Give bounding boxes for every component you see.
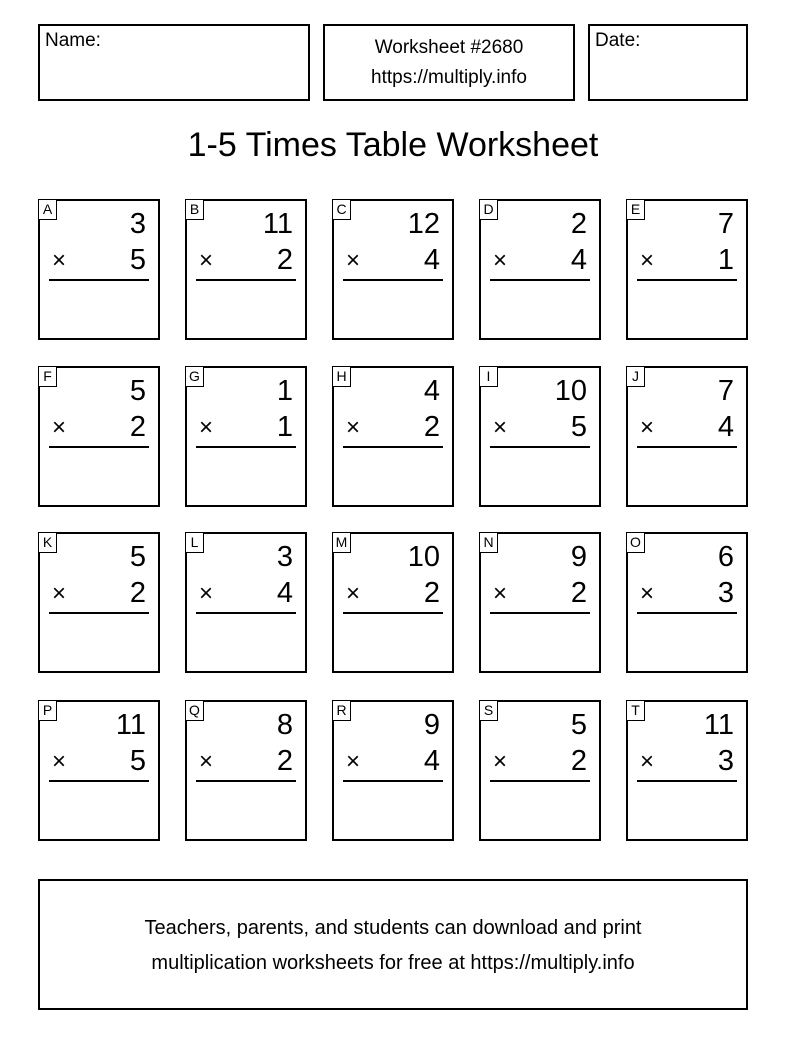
multiplier: 4: [570, 244, 587, 276]
answer-line: [490, 446, 590, 448]
multiplier: 3: [717, 745, 734, 777]
multiplicand: 11: [262, 208, 293, 240]
answer-line: [49, 279, 149, 281]
problem-letter: E: [626, 199, 645, 220]
multiply-sign: ×: [640, 247, 655, 274]
multiplicand: 1: [276, 375, 293, 407]
multiply-sign: ×: [346, 414, 361, 441]
answer-line: [490, 279, 590, 281]
problem-letter: K: [38, 532, 57, 553]
multiplier: 5: [129, 745, 146, 777]
problem-letter: M: [332, 532, 351, 553]
multiplicand: 10: [554, 375, 587, 407]
multiplier: 5: [129, 244, 146, 276]
problem-letter: I: [479, 366, 498, 387]
multiply-sign: ×: [640, 414, 655, 441]
problem-letter: R: [332, 700, 351, 721]
problem-letter: L: [185, 532, 204, 553]
multiplicand: 7: [717, 208, 734, 240]
answer-line: [49, 780, 149, 782]
problem-letter: A: [38, 199, 57, 220]
problem-letter: Q: [185, 700, 204, 721]
multiplier: 2: [570, 577, 587, 609]
multiplicand: 5: [129, 541, 146, 573]
multiplier: 2: [276, 745, 293, 777]
problem-card[interactable]: [479, 700, 601, 841]
multiplier: 2: [423, 577, 440, 609]
multiplicand: 9: [423, 709, 440, 741]
multiplicand: 11: [115, 709, 146, 741]
multiplicand: 3: [276, 541, 293, 573]
answer-line: [490, 780, 590, 782]
answer-line: [343, 279, 443, 281]
multiplier: 4: [423, 244, 440, 276]
problem-letter: D: [479, 199, 498, 220]
problem-card[interactable]: [626, 532, 748, 673]
multiplier: 4: [276, 577, 293, 609]
multiplier: 5: [570, 411, 587, 443]
problem-letter: J: [626, 366, 645, 387]
problem-letter: B: [185, 199, 204, 220]
answer-line: [49, 612, 149, 614]
problem-card[interactable]: [332, 366, 454, 507]
multiplier: 3: [717, 577, 734, 609]
multiply-sign: ×: [199, 748, 214, 775]
multiplicand: 5: [570, 709, 587, 741]
problem-card[interactable]: [185, 366, 307, 507]
problem-letter: S: [479, 700, 498, 721]
worksheet-url: https://multiply.info: [371, 67, 527, 88]
answer-line: [196, 612, 296, 614]
multiplicand: 4: [423, 375, 440, 407]
multiplier: 1: [717, 244, 734, 276]
multiply-sign: ×: [346, 748, 361, 775]
answer-line: [637, 612, 737, 614]
multiplier: 2: [423, 411, 440, 443]
multiply-sign: ×: [493, 748, 508, 775]
multiplicand: 3: [129, 208, 146, 240]
multiplicand: 6: [717, 541, 734, 573]
multiply-sign: ×: [52, 414, 67, 441]
answer-line: [196, 780, 296, 782]
problem-letter: G: [185, 366, 204, 387]
problem-card[interactable]: [185, 532, 307, 673]
multiply-sign: ×: [493, 414, 508, 441]
multiplicand: 2: [570, 208, 587, 240]
problem-card[interactable]: [626, 700, 748, 841]
multiplicand: 8: [276, 709, 293, 741]
problem-letter: T: [626, 700, 645, 721]
answer-line: [49, 446, 149, 448]
multiply-sign: ×: [52, 580, 67, 607]
multiply-sign: ×: [52, 748, 67, 775]
multiplier: 4: [717, 411, 734, 443]
problem-letter: O: [626, 532, 645, 553]
answer-line: [490, 612, 590, 614]
answer-line: [343, 612, 443, 614]
multiplier: 2: [129, 411, 146, 443]
multiply-sign: ×: [493, 247, 508, 274]
worksheet-number: Worksheet #2680: [374, 37, 524, 58]
multiplicand: 7: [717, 375, 734, 407]
multiply-sign: ×: [640, 580, 655, 607]
multiply-sign: ×: [640, 748, 655, 775]
multiply-sign: ×: [199, 414, 214, 441]
answer-line: [637, 780, 737, 782]
answer-line: [637, 446, 737, 448]
problem-card[interactable]: [332, 532, 454, 673]
problem-card[interactable]: [185, 700, 307, 841]
problem-letter: N: [479, 532, 498, 553]
multiplicand: 12: [407, 208, 440, 240]
answer-line: [196, 279, 296, 281]
problem-card[interactable]: [38, 366, 160, 507]
multiplier: 2: [276, 244, 293, 276]
footer-line-2: multiplication worksheets for free at https://multiply.info: [151, 952, 635, 974]
multiplicand: 11: [703, 709, 734, 741]
multiply-sign: ×: [346, 247, 361, 274]
problem-card[interactable]: [332, 199, 454, 340]
multiply-sign: ×: [52, 247, 67, 274]
problem-letter: P: [38, 700, 57, 721]
problem-card[interactable]: [38, 700, 160, 841]
multiplicand: 5: [129, 375, 146, 407]
problem-letter: F: [38, 366, 57, 387]
date-label: Date:: [595, 30, 641, 51]
multiplier: 2: [129, 577, 146, 609]
problem-letter: C: [332, 199, 351, 220]
multiplicand: 9: [570, 541, 587, 573]
multiply-sign: ×: [199, 580, 214, 607]
answer-line: [196, 446, 296, 448]
problem-card[interactable]: [626, 199, 748, 340]
problem-card[interactable]: [185, 199, 307, 340]
answer-line: [637, 279, 737, 281]
multiply-sign: ×: [199, 247, 214, 274]
problem-card[interactable]: [38, 199, 160, 340]
problem-card[interactable]: [38, 532, 160, 673]
answer-line: [343, 780, 443, 782]
problem-card[interactable]: [479, 366, 601, 507]
page-title: 1-5 Times Table Worksheet: [187, 126, 599, 164]
multiplier: 4: [423, 745, 440, 777]
footer-box: [38, 879, 748, 1010]
footer-line-1: Teachers, parents, and students can download and print: [144, 917, 642, 939]
problem-card[interactable]: [479, 532, 601, 673]
answer-line: [343, 446, 443, 448]
problem-card[interactable]: [332, 700, 454, 841]
multiplicand: 10: [407, 541, 440, 573]
multiply-sign: ×: [493, 580, 508, 607]
multiplier: 2: [570, 745, 587, 777]
problem-card[interactable]: [479, 199, 601, 340]
problem-card[interactable]: [626, 366, 748, 507]
multiply-sign: ×: [346, 580, 361, 607]
multiplier: 1: [276, 411, 293, 443]
problem-letter: H: [332, 366, 351, 387]
name-label: Name:: [45, 30, 101, 51]
